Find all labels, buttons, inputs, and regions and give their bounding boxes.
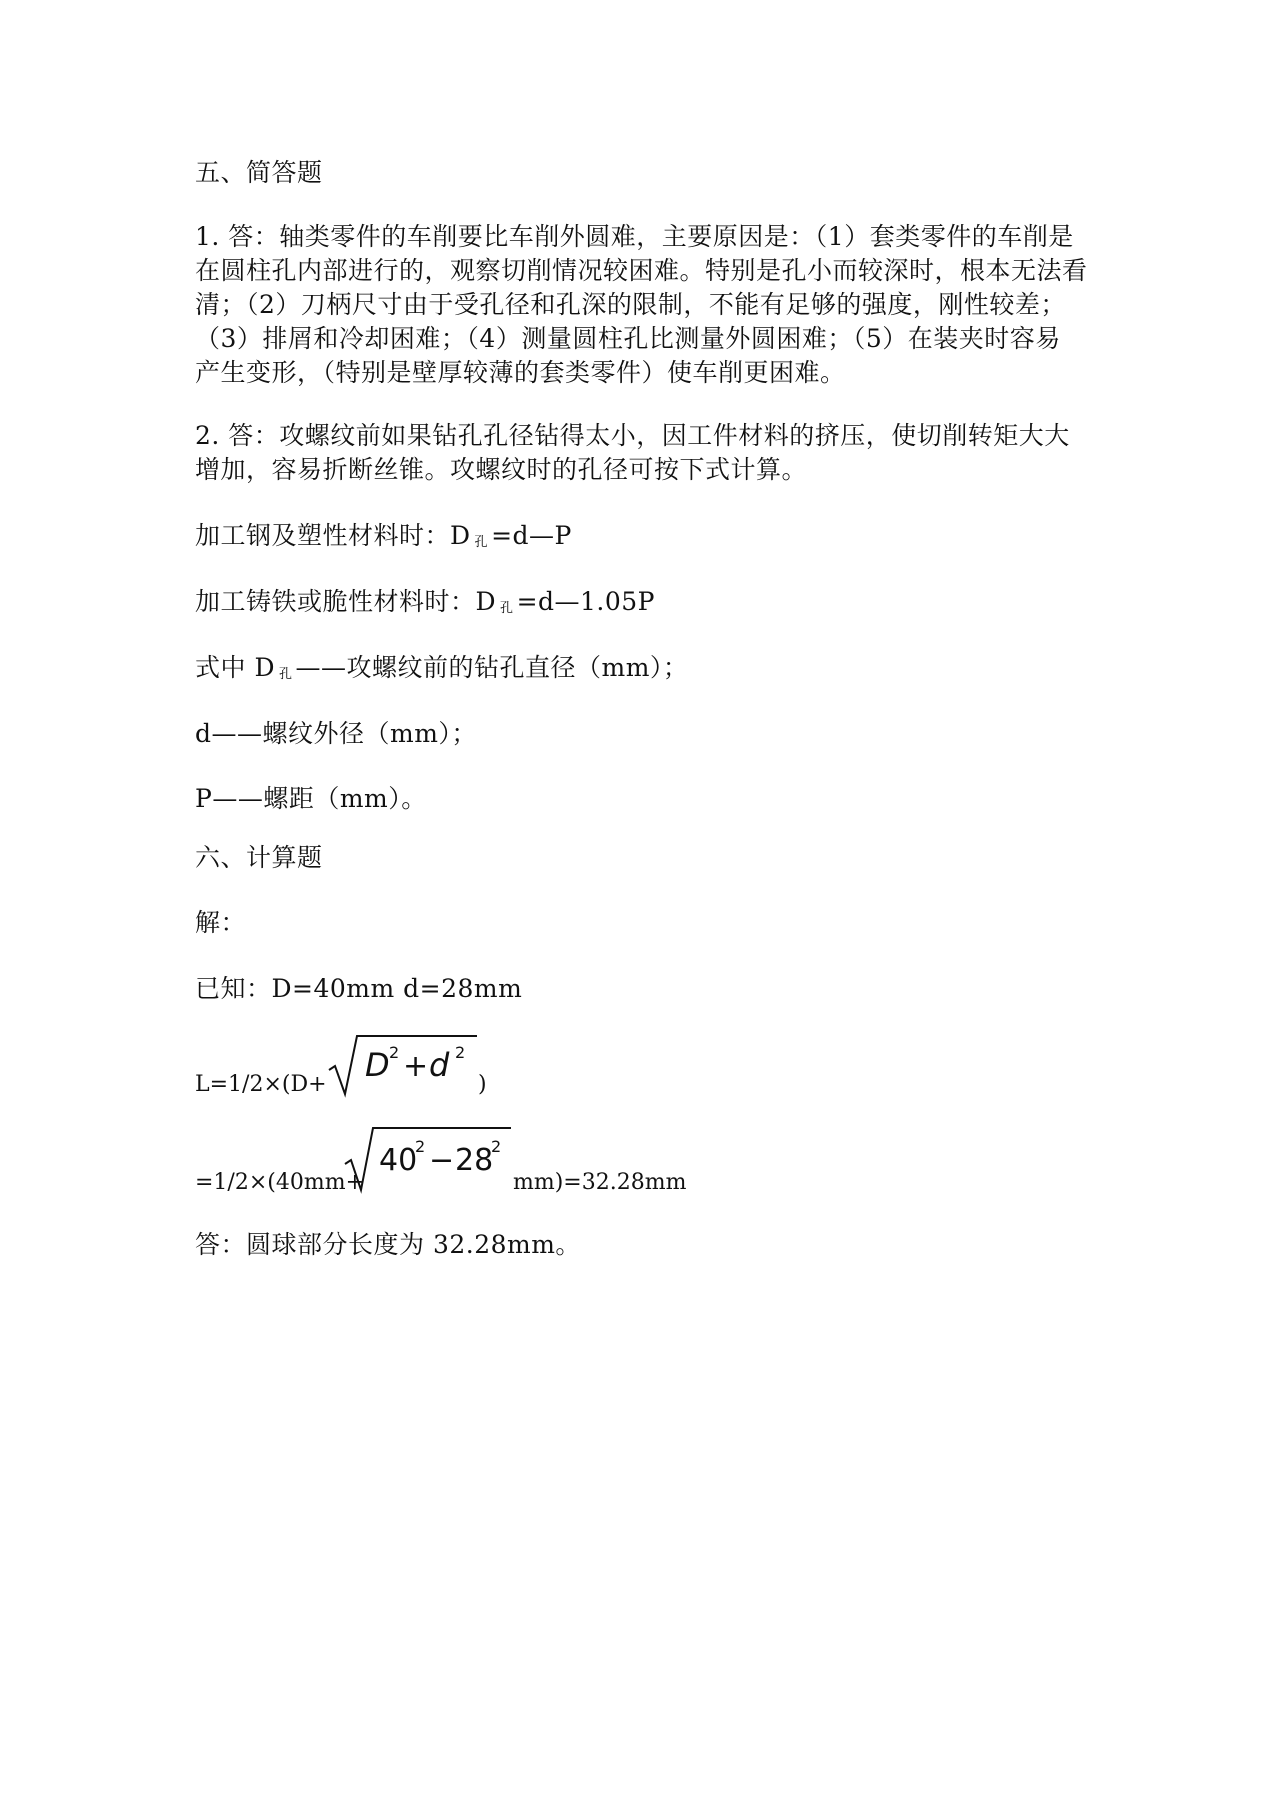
equation-1 <box>195 1030 495 1110</box>
equation-2 <box>195 1120 795 1200</box>
equation-2-suffix: mm)=32.28mm <box>513 1170 687 1195</box>
section-6-heading: 六、计算题 <box>195 843 323 872</box>
sqrt-term-a: D <box>365 1046 390 1084</box>
sqrt-term-b: d <box>429 1046 450 1084</box>
answer-1-line: 产生变形，（特别是壁厚较薄的套类零件）使车削更困难。 <box>195 358 846 387</box>
answer-2-line: 增加，容易折断丝锥。攻螺纹时的孔径可按下式计算。 <box>195 455 808 484</box>
definition-D-subscript: 孔 <box>279 667 293 682</box>
answer-1-line: 在圆柱孔内部进行的，观察切削情况较困难。特别是孔小而较深时，根本无法看 <box>195 256 1088 285</box>
formula-iron-prefix: 加工铸铁或脆性材料时：D <box>195 587 497 616</box>
answer-1-paragraph <box>195 220 1095 390</box>
section-5-heading: 五、简答题 <box>195 158 323 187</box>
equation-1-prefix: L=1/2×(D+ <box>195 1072 327 1097</box>
formula-iron-subscript: 孔 <box>500 601 514 616</box>
sqrt-operator: + <box>403 1049 429 1084</box>
equation-1-suffix: ) <box>478 1072 487 1097</box>
sqrt-exp-a: 2 <box>389 1043 400 1062</box>
equation-1-sqrt <box>327 1030 477 1100</box>
formula-iron <box>195 585 655 626</box>
answer-2-paragraph <box>195 419 1095 487</box>
final-answer: 答：圆球部分长度为 32.28mm。 <box>195 1230 581 1259</box>
solution-label: 解： <box>195 908 247 937</box>
definition-D-suffix: ——攻螺纹前的钻孔直径（mm）； <box>295 653 689 682</box>
answer-1-line: 清；（2）刀柄尺寸由于受孔径和孔深的限制，不能有足够的强度，刚性较差； <box>195 290 1066 319</box>
answer-2-line: 2. 答：攻螺纹前如果钻孔孔径钻得太小，因工件材料的挤压，使切削转矩大大 <box>195 421 1070 450</box>
formula-steel <box>195 519 572 560</box>
definition-D-prefix: 式中 D <box>195 653 275 682</box>
equation-2-sqrt <box>343 1120 513 1194</box>
definition-D-hole <box>195 651 688 692</box>
formula-steel-subscript: 孔 <box>474 535 489 550</box>
sqrt-exp-b: 2 <box>491 1137 502 1156</box>
definition-d: d——螺纹外径（mm）； <box>195 719 477 748</box>
answer-1-line: 1. 答：轴类零件的车削要比车削外圆难，主要原因是：（1）套类零件的车削是 <box>195 222 1074 251</box>
definition-P: P——螺距（mm）。 <box>195 784 427 813</box>
formula-steel-prefix: 加工钢及塑性材料时：D <box>195 521 471 550</box>
sqrt-exp-b: 2 <box>455 1043 466 1062</box>
formula-steel-suffix: =d—P <box>491 521 572 550</box>
sqrt-number-b: 28 <box>455 1143 494 1178</box>
sqrt-operator: − <box>429 1143 455 1178</box>
given-values: 已知：D=40mm d=28mm <box>195 974 523 1003</box>
equation-2-prefix: =1/2×(40mm+ <box>195 1170 365 1195</box>
answer-1-line: （3）排屑和冷却困难；（4）测量圆柱孔比测量外圆困难；（5）在装夹时容易 <box>195 324 1061 353</box>
formula-iron-suffix: =d—1.05P <box>516 587 655 616</box>
sqrt-exp-a: 2 <box>415 1137 426 1156</box>
sqrt-number-a: 40 <box>379 1143 418 1178</box>
